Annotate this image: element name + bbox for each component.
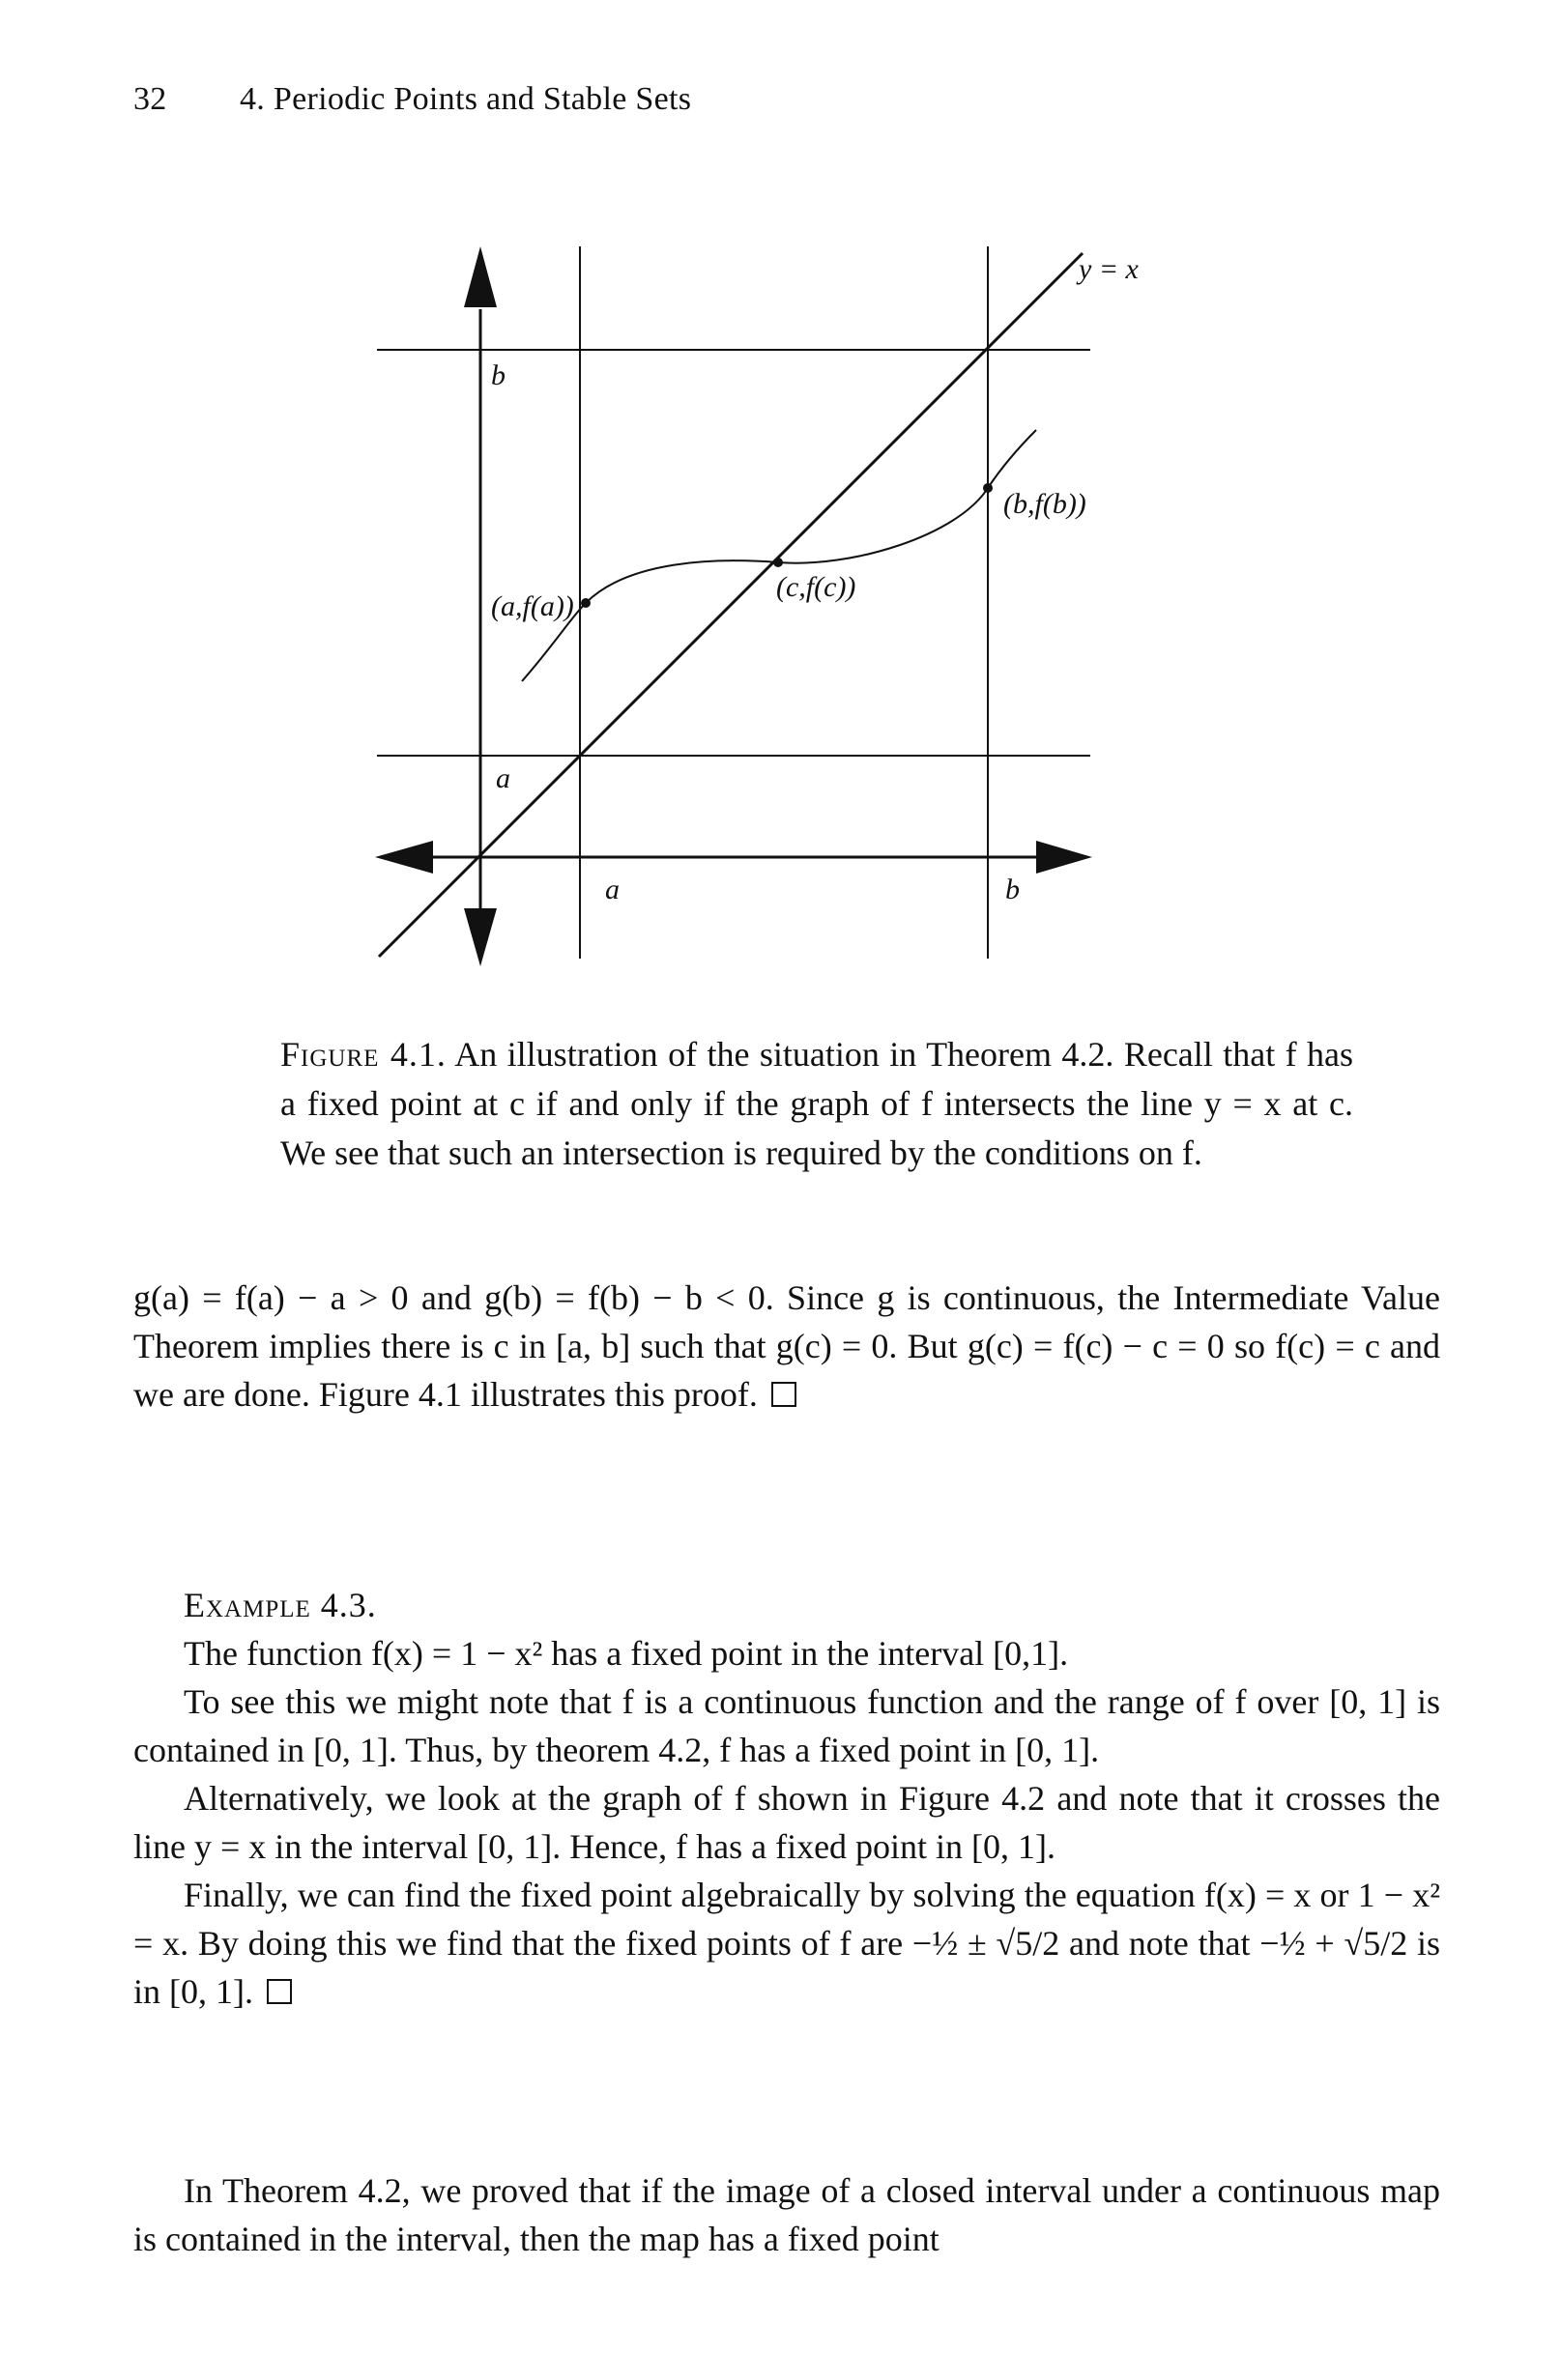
section-title: 4. Periodic Points and Stable Sets	[240, 81, 692, 117]
example-block	[133, 1581, 1440, 1677]
arrow-up-icon	[464, 246, 497, 307]
label-y-equals-x: y = x	[1079, 253, 1139, 285]
example-title: Example 4.3.	[184, 1586, 377, 1624]
closing-text: In Theorem 4.2, we proved that if the image of a closed interval under a continuous map is contained in the interval, then the map has a fixed point	[133, 2171, 1440, 2258]
example-statement: The function f(x) = 1 − x² has a fixed point in the interval [0,1].	[184, 1634, 1069, 1673]
arrow-down-icon	[464, 908, 497, 966]
figure-caption	[280, 1030, 1353, 1178]
example-body	[133, 1677, 1440, 2016]
example-paragraph-2: Alternatively, we look at the graph of f shown in Figure 4.2 and note that it crosses the line y = x in the interval [0, 1]. Hence, f has a fixed point in [0, 1].	[133, 1779, 1440, 1866]
closing-paragraph	[133, 2166, 1440, 2263]
diagonal-y-equals-x	[379, 253, 1083, 957]
example-paragraph-1: To see this we might note that f is a continuous function and the range of f over [0, 1] is contained in [0, 1]. Thus, by theorem 4.2, f has a fixed point in [0, 1].	[133, 1682, 1440, 1769]
arrow-left-icon	[375, 841, 433, 874]
proof-conclusion	[133, 1274, 1440, 1419]
label-b-horizontal: b	[1005, 874, 1020, 905]
proof-text: g(a) = f(a) − a > 0 and g(b) = f(b) − b < 0. Since g is continuous, the Intermediate Value Theorem implies there is c in [a, b] such that g(c) = 0. But g(c) = f(c) − c = 0 so f(c) = c and we are done. Figure 4.1 illustrates this proof.	[133, 1278, 1440, 1414]
label-point-b: (b,f(b))	[1003, 488, 1086, 520]
caption-text: An illustration of the situation in Theorem 4.2. Recall that f has a fixed point at c if and only if the graph of f intersects the line y = x at c. We see that such an intersection is required by the conditions on f.	[280, 1035, 1354, 1172]
label-a-vertical: a	[496, 762, 510, 794]
label-b-vertical: b	[491, 359, 506, 391]
point-a-dot	[581, 598, 591, 608]
label-point-a: (a,f(a))	[491, 590, 574, 622]
qed-square-icon	[267, 1979, 292, 2004]
arrow-right-icon	[1036, 841, 1092, 874]
page-number: 32	[133, 81, 167, 117]
figure-4-1	[0, 0, 1561, 1005]
label-point-c: (c,f(c))	[776, 571, 856, 603]
point-b-dot	[983, 483, 993, 493]
point-c-dot	[773, 558, 783, 567]
caption-label: Figure 4.1.	[280, 1035, 447, 1074]
qed-square-icon	[771, 1382, 796, 1407]
example-paragraph-3: Finally, we can find the fixed point algebraically by solving the equation f(x) = x or 1 − x² = x. By doing this we find that the fixed points of f are −½ ± √5/2 and note that −½ + √5/2 is in [0, 1].	[133, 1876, 1440, 2011]
label-a-horizontal: a	[605, 874, 620, 905]
